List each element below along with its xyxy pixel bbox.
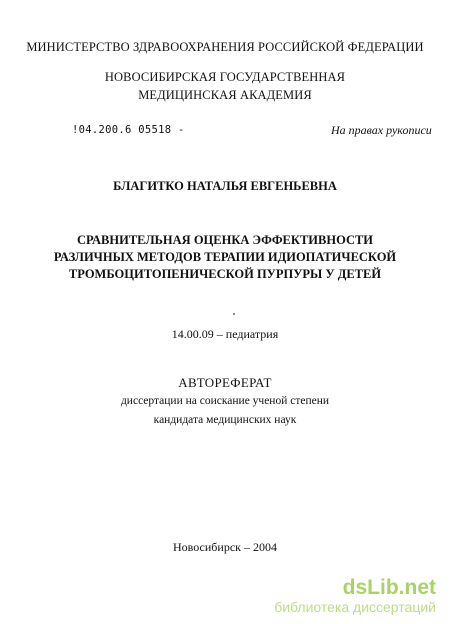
university-name-line-1: НОВОСИБИРСКАЯ ГОСУДАРСТВЕННАЯ [104,70,346,84]
thesis-title-line-3: ТРОМБОЦИТОПЕНИЧЕСКОЙ ПУРПУРЫ У ДЕТЕЙ [68,267,382,281]
thesis-title-line-2: РАЗЛИЧНЫХ МЕТОДОВ ТЕРАПИИ ИДИОПАТИЧЕСКОЙ [53,250,397,264]
degree-line-2: кандидата медицинских наук [153,414,297,426]
city-and-year: Новосибирск – 2004 [173,540,277,554]
manuscript-rights-note: На правах рукописи [331,123,432,137]
degree-line-1: диссертации на соискание ученой степени [120,395,330,407]
ministry-heading: МИНИСТЕРСТВО ЗДРАВООХРАНЕНИЯ РОССИЙСКОЙ ФЕДЕРАЦИИ [26,40,424,54]
document-type: АВТОРЕФЕРАТ [178,375,272,390]
university-name-line-2: МЕДИЦИНСКАЯ АКАДЕМИЯ [138,88,312,102]
archive-stamp-code: !04.200.6 05518 - [72,124,185,136]
author-name: БЛАГИТКО НАТАЛЬЯ ЕВГЕНЬЕВНА [113,179,337,193]
watermark-caption: библиотека диссертаций [274,599,436,615]
thesis-title-line-1: СРАВНИТЕЛЬНАЯ ОЦЕНКА ЭФФЕКТИВНОСТИ [76,233,374,247]
watermark [274,577,436,615]
specialty-code: 14.00.09 – педиатрия [171,327,279,341]
watermark-logo: dsLib.net [342,576,436,599]
scan-speck [233,313,235,315]
